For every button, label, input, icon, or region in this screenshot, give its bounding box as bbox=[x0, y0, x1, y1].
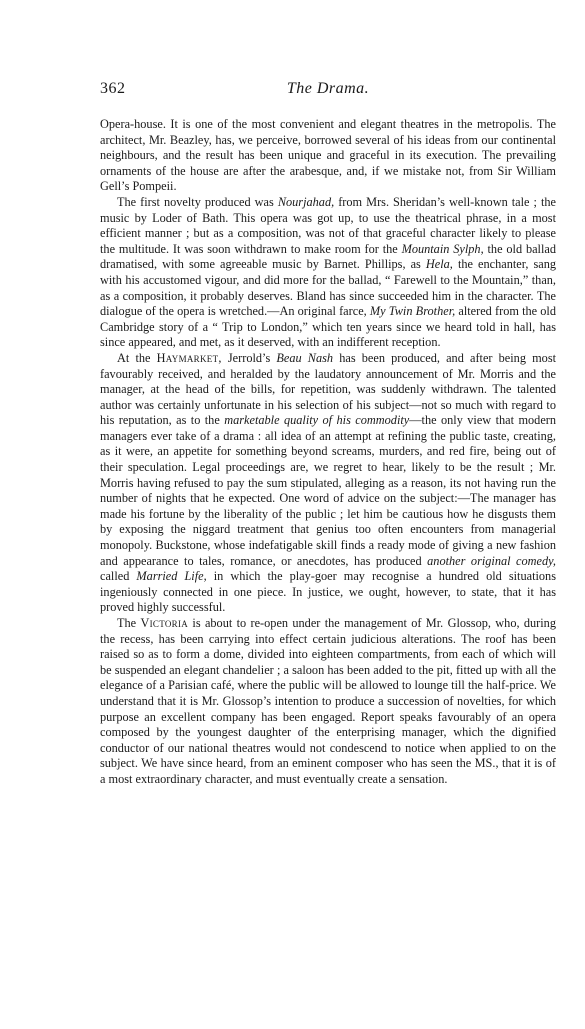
text-run: in which the play-goer may recognise a hundred old situations ingeniously connected in one piece. In justice, we ought, however, to state, that it has proved highly successful. bbox=[100, 569, 556, 615]
paragraph bbox=[100, 117, 556, 195]
page-number: 362 bbox=[100, 80, 126, 97]
italic-text: Nourjahad, bbox=[277, 194, 335, 209]
italic-text: marketable quality of his commodity bbox=[224, 413, 410, 428]
paragraph bbox=[100, 195, 556, 351]
text-run: the enchanter, sang with his accustomed vigour, and did more for the ballad, “ Farewell to the Mountain,” than, as a composition, it probably deserves. Bland has since succeeded him in the character. The dialogue of the opera is wretched.—An original farce, bbox=[100, 257, 556, 319]
text-run: At the bbox=[117, 350, 157, 365]
text-run: from Mrs. Sheridan’s well-known tale ; the music by Loder of Bath. This opera was got up, to use the theatrical phrase, in a most efficient manner ; but as a composition, was not of that graceful character likely to please the multitude. It was soon withdrawn to make room for the bbox=[100, 194, 556, 256]
paragraph bbox=[100, 616, 556, 788]
small-caps-text: Haymarket, bbox=[156, 350, 222, 365]
italic-text: Hela, bbox=[425, 257, 453, 272]
text-run: called bbox=[100, 569, 137, 584]
body-text bbox=[100, 117, 556, 788]
text-run: The first novelty produced was bbox=[117, 194, 278, 209]
italic-text: Beau Nash bbox=[276, 350, 334, 365]
text-run: Opera-house. It is one of the most convenient and elegant theatres in the metropolis. The architect, Mr. Beazley, has, we perceive, borrowed several of his ideas from our continental neighbours, and the result has been unique and graceful in its execution. The prevailing ornaments of the house are after the arabesque, and, if we mistake not, from Sir William Gell’s Pompeii. bbox=[100, 117, 556, 194]
small-caps-text: Victoria bbox=[140, 616, 189, 630]
italic-text: My Twin Brother, bbox=[369, 304, 456, 319]
text-run: is about to re-open under the management of Mr. Glossop, who, during the recess, has been carrying into effect certain judicious alterations. The roof has been raised so as to form a dome, divided into eighteen compartments, from each of which will be suspended an elegant chandelier ; a saloon has been added to the pit, fitted up with all the elegance of a Parisian café, where the public will be allowed to lounge till the half-price. We understand that it is Mr. Glossop’s intention to produce a succession of novelties, for which purpose an excellent company has been engaged. Report speaks favourably of an opera composed by the youngest daughter of the enterprising manager, which the dignified conductor of our national theatres would not condescend to notice when applied to on the subject. We have since heard, from an eminent composer who has seen the MS., that it is of a most extraordinary character, and must eventually create a sensation. bbox=[100, 616, 556, 786]
text-run: has been produced, and after being most favourably received, and heralded by the laudatory announcement of Mr. Morris and the manager, at the head of the bills, for repetition, was suddenly withdrawn. The talented author was certainly unfortunate in his selection of his subject—not so much with regard to his reputation, as to the bbox=[100, 350, 557, 428]
italic-text: Married Life, bbox=[136, 569, 207, 584]
text-run: The bbox=[117, 616, 141, 630]
text-run: Jerrold’s bbox=[221, 350, 277, 365]
paragraph bbox=[100, 351, 556, 616]
text-run: the old ballad dramatised, with some agreeable music by Barnet. Phillips, as bbox=[100, 241, 556, 272]
running-title: The Drama. bbox=[286, 80, 370, 97]
italic-text: another original comedy, bbox=[427, 553, 557, 568]
italic-text: Mountain Sylph, bbox=[401, 241, 484, 256]
text-run: —the only view that modern managers ever take of a drama : all idea of an attempt at refining the public taste, creating, as it were, an appetite for something beyond screams, murders, and red fire, being out of their speculation. Legal proceedings are, we regret to hear, likely to be the result ; Mr. Morris having refused to pay the sum stipulated, alleging as a reason, its not having run the number of nights that he expected. One word of advice on the subject:—The manager has made his fortune by the liberality of the public ; let him be cautious how he disgusts them by exposing the niggard treatment that genius too often encounters from managerial monopoly. Buckstone, whose indefatigable skill finds a ready mode of giving a new fashion and appearance to tales, romance, or anecdotes, has produced bbox=[100, 413, 557, 568]
text-run: altered from the old Cambridge story of a “ Trip to London,” which ten years since we heard told in hall, has since appeared, and met, as it deserved, with an indifferent reception. bbox=[100, 304, 556, 350]
page-header bbox=[100, 80, 556, 102]
